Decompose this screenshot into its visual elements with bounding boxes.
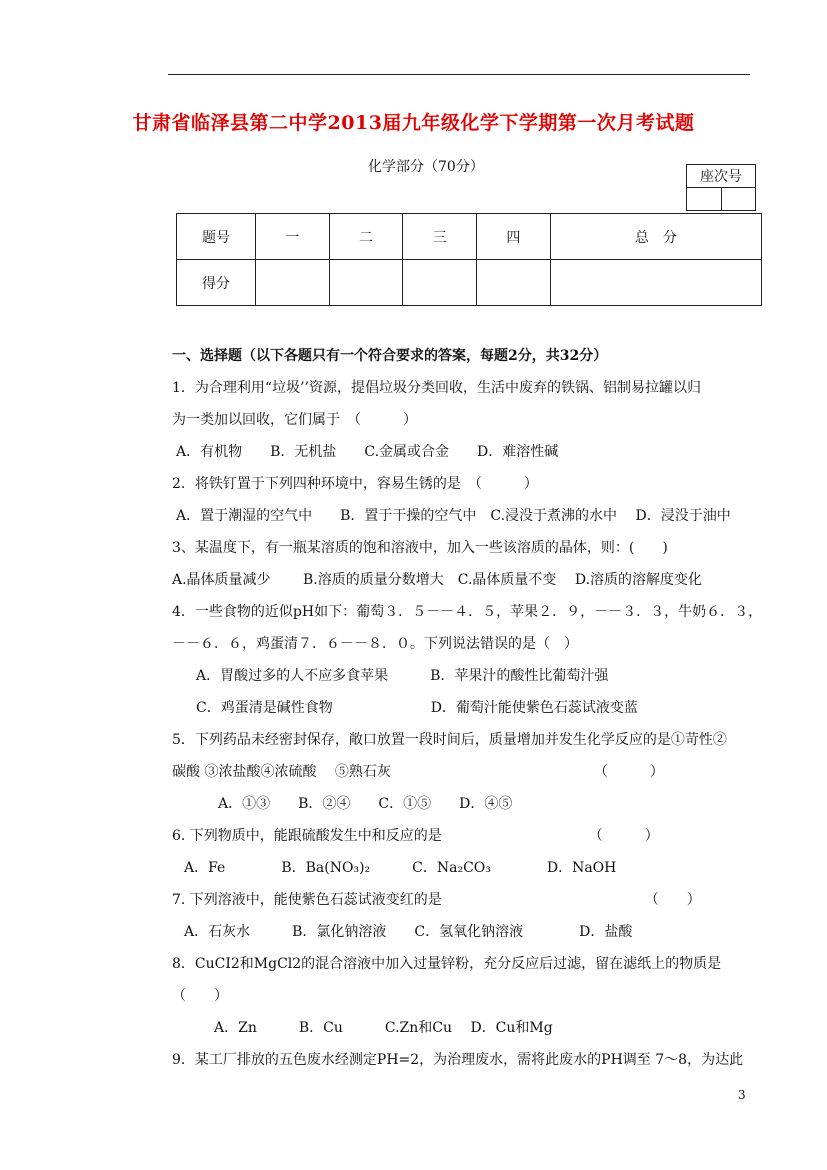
- seat-cell[interactable]: [721, 188, 756, 211]
- text-line: A．Fe B．Ba(NO₃)₂ C．Na₂CO₃ D．NaOH: [184, 860, 617, 876]
- section-heading: 一、选择题（以下各题只有一个符合要求的答案，每题2分，共32分）: [172, 348, 608, 364]
- text-line: －－６．６，鸡蛋清７．６－－８．０。下列说法错误的是（ ）: [172, 636, 578, 652]
- text-line: 5．下列药品未经密封保存，敞口放置一段时间后，质量增加并发生化学反应的是①苛性②: [172, 732, 727, 748]
- text-line: 6. 下列物质中，能跟硫酸发生中和反应的是 （ ）: [172, 828, 659, 844]
- score-header-cell: 总 分: [550, 214, 761, 260]
- page-title: 甘肃省临泽县第二中学2013届九年级化学下学期第一次月考试题: [132, 112, 695, 134]
- text-line: A．①③ B．②④ C．①⑤ D．④⑤: [218, 796, 513, 812]
- score-header-cell: 二: [329, 214, 403, 260]
- score-cell[interactable]: [256, 260, 330, 306]
- text-line: 为一类加以回收，它们属于 （ ）: [172, 412, 417, 428]
- score-cell[interactable]: [550, 260, 761, 306]
- text-line: 7. 下列溶液中，能使紫色石蕊试液变红的是 （ ）: [172, 892, 701, 908]
- text-line: A．胃酸过多的人不应多食苹果 B．苹果汁的酸性比葡萄汁强: [196, 668, 609, 684]
- text-line: （ ）: [172, 988, 228, 1004]
- subtitle: 化学部分（70分）: [368, 159, 484, 175]
- seat-cell[interactable]: [687, 188, 722, 211]
- text-line: 9．某工厂排放的五色废水经测定PH=2，为治理废水，需将此废水的PH调至 7～8，为达此: [172, 1052, 744, 1068]
- score-cell[interactable]: [477, 260, 551, 306]
- text-line: A．Zn B．Cu C.Zn和Cu D．Cu和Mg: [214, 1020, 553, 1036]
- text-line: 2．将铁钉置于下列四种环境中，容易生锈的是 （ ）: [172, 476, 538, 492]
- seat-number-box: [686, 164, 756, 211]
- score-cell[interactable]: [329, 260, 403, 306]
- text-line: A．石灰水 B．氯化钠溶液 C．氢氧化钠溶液 D．盐酸: [184, 924, 633, 940]
- text-line: 8．CuCI2和MgCl2的混合溶液中加入过量锌粉，充分反应后过滤，留在滤纸上的物质是: [172, 956, 722, 972]
- text-line: 1．为合理利用“垃圾’’资源，提倡垃圾分类回收，生活中废弃的铁锅、铝制易拉罐以归: [172, 380, 701, 396]
- text-line: 4．一些食物的近似pH如下：葡萄３．５－－４．５，苹果２．９，－－３．３，牛奶６．３，: [172, 604, 763, 620]
- score-table-score-row: [177, 260, 762, 306]
- score-header-cell: 三: [403, 214, 477, 260]
- page-number: 3: [738, 1088, 746, 1102]
- seat-number-label: 座次号: [687, 165, 756, 188]
- score-header-cell: 四: [477, 214, 551, 260]
- score-row-label: 得分: [177, 260, 256, 306]
- score-header-cell: 一: [256, 214, 330, 260]
- text-line: A．置于潮湿的空气中 B．置于干操的空气中 C.浸没于煮沸的水中 D．浸没于油中: [176, 508, 731, 524]
- text-line: 3、某温度下，有一瓶某溶质的饱和溶液中，加入一些该溶质的晶体，则：( ): [172, 540, 668, 556]
- score-table: [176, 213, 762, 306]
- text-line: 碳酸 ③浓盐酸④浓硫酸 ⑤熟石灰 （ ）: [172, 764, 664, 780]
- score-header-cell: 题号: [177, 214, 256, 260]
- text-line: A.晶体质量减少 B.溶质的质量分数增大 C.晶体质量不变 D.溶质的溶解度变化: [172, 572, 703, 588]
- text-line: A．有机物 B．无机盐 C.金属或合金 D．难溶性碱: [176, 444, 559, 460]
- text-line: C．鸡蛋清是碱性食物 D．葡萄汁能使紫色石蕊试液变蓝: [196, 700, 638, 716]
- score-table-header-row: [177, 214, 762, 260]
- top-rule: [168, 74, 750, 75]
- score-cell[interactable]: [403, 260, 477, 306]
